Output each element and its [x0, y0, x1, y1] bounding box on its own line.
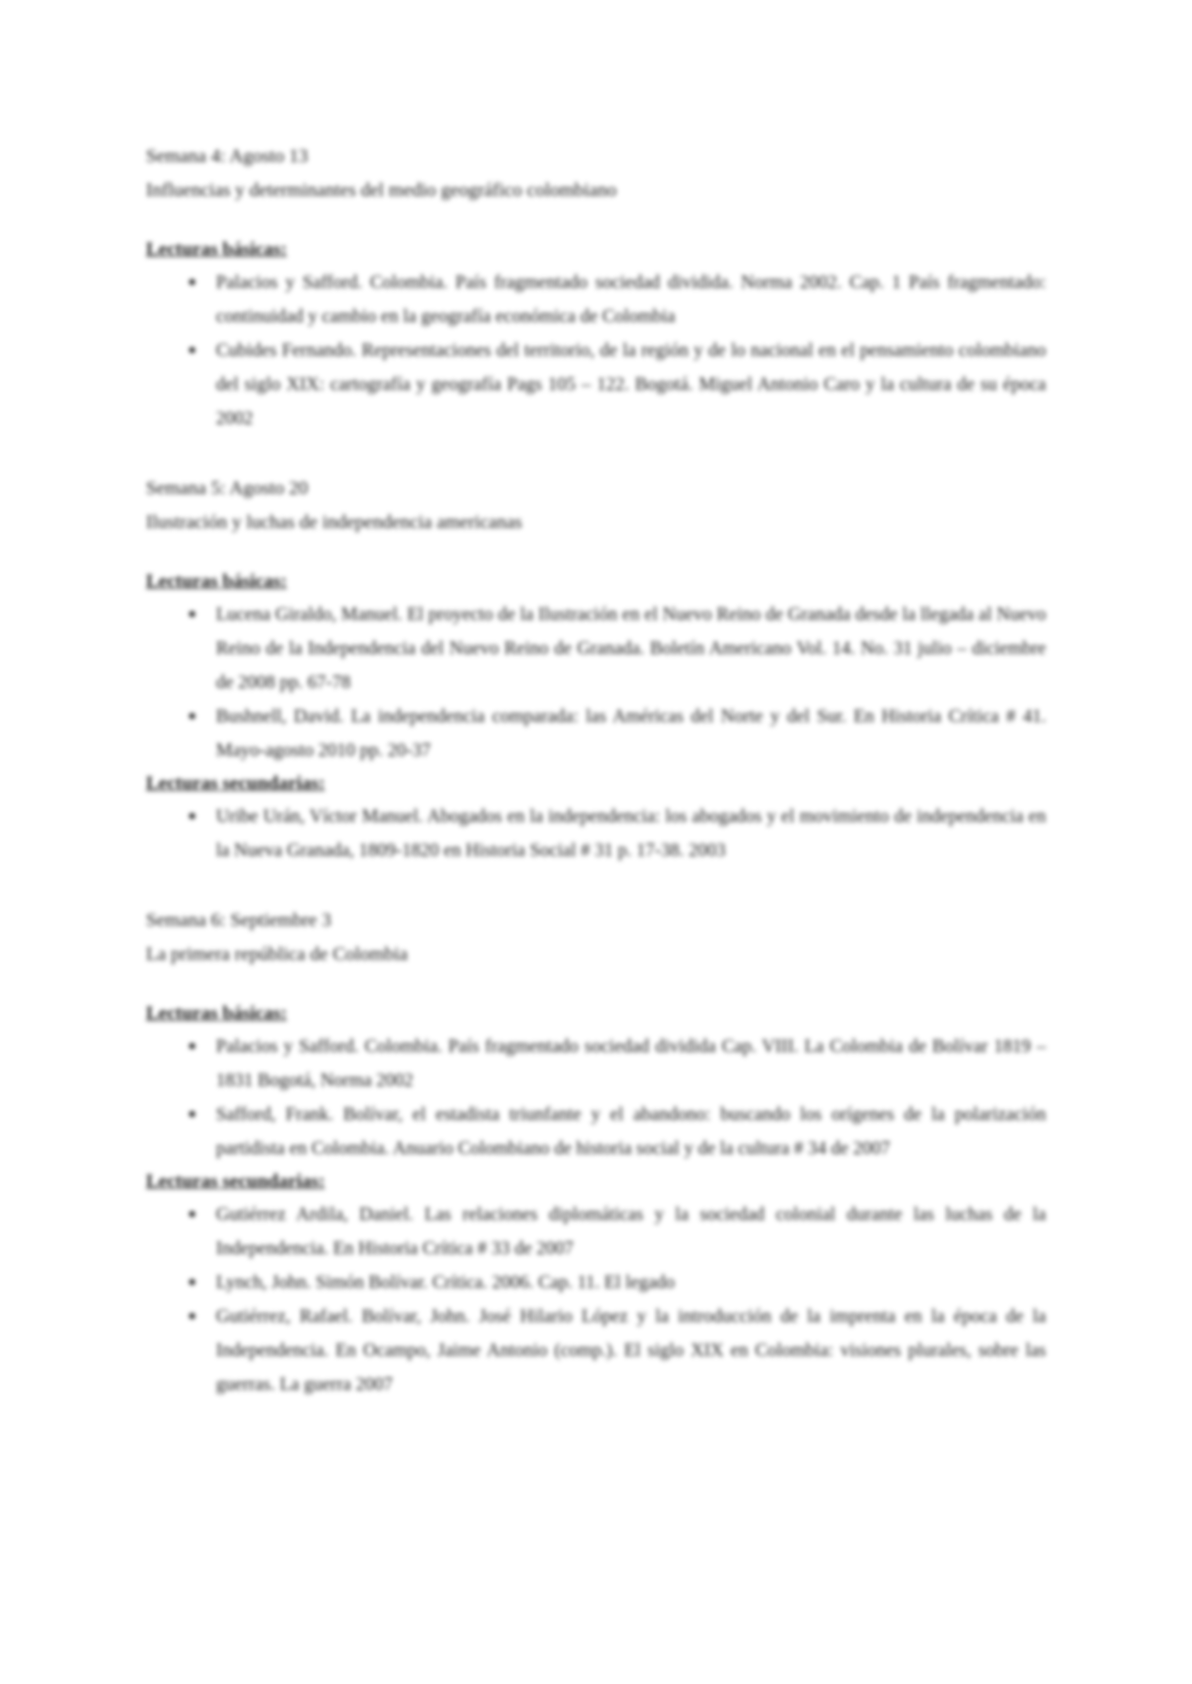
bullet-icon: ●	[188, 607, 197, 622]
reading-text: Lynch, John. Simón Bolívar. Crítica. 2006. Cap. 11. El legado	[216, 1273, 675, 1293]
reading-text: Lucena Giraldo, Manuel. El proyecto de la Ilustración en el Nuevo Reino de Granada desde la llegada al Nuevo Reino de la Independencia del Nuevo Reino de Granada. Boletín Americano Vol. 14. No. 31 julio – diciembre de 2008 pp. 67-78	[216, 605, 1046, 693]
list-item	[146, 1098, 1046, 1166]
week-title: Ilustración y luchas de independencia americanas	[146, 512, 523, 533]
reading-list	[146, 1030, 1046, 1166]
list-item	[146, 1198, 1046, 1266]
week-block	[146, 472, 1046, 868]
list-item	[146, 266, 1046, 334]
bullet-icon: ●	[188, 1207, 197, 1222]
section-heading: Lecturas básicas:	[146, 1003, 287, 1024]
list-item	[146, 800, 1046, 868]
syllabus-content	[146, 140, 1046, 1438]
week-title: La primera república de Colombia	[146, 944, 408, 965]
list-item	[146, 1300, 1046, 1402]
reading-list	[146, 1198, 1046, 1402]
reading-text: Safford, Frank. Bolívar, el estadista triunfante y el abandono: buscando los orígenes de la polarización partidista en Colombia. Anuario Colombiano de historia social y de la cultura # 34 de 2007	[216, 1105, 1046, 1159]
bullet-icon: ●	[188, 1107, 197, 1122]
reading-text: Uribe Urán, Víctor Manuel. Abogados en la independencia: los abogados y el movimiento de independencia en la Nueva Granada, 1809-1820 en Historia Social # 31 p. 17-38. 2003	[216, 807, 1046, 861]
bullet-icon: ●	[188, 1275, 197, 1290]
reading-text: Palacios y Safford. Colombia. País fragmentado sociedad dividida. Norma 2002. Cap. 1 País fragmentado: continuidad y cambio en la geografía económica de Colombia	[216, 273, 1046, 327]
reading-list	[146, 800, 1046, 868]
bullet-icon: ●	[188, 343, 197, 358]
section-heading: Lecturas secundarias:	[146, 773, 325, 794]
reading-text: Bushnell, David. La independencia comparada: las Américas del Norte y del Sur. En Historia Crítica # 41. Mayo-agosto 2010 pp. 20-37	[216, 707, 1046, 761]
bullet-icon: ●	[188, 709, 197, 724]
bullet-icon: ●	[188, 1039, 197, 1054]
reading-text: Gutiérrez Ardila, Daniel. Las relaciones diplomáticas y la sociedad colonial durante las luchas de la Independencia. En Historia Crítica # 33 de 2007	[216, 1205, 1046, 1259]
bullet-icon: ●	[188, 275, 197, 290]
list-item	[146, 1030, 1046, 1098]
section-heading: Lecturas secundarias:	[146, 1171, 325, 1192]
reading-text: Gutiérrez, Rafael. Bolívar, John. José Hilario López y la introducción de la imprenta en la época de la Independencia. En Ocampo, Jaime Antonio (comp.). El siglo XIX en Colombia: visiones plurales, sobre las guerras. La guerra 2007	[216, 1307, 1046, 1395]
week-label: Semana 4: Agosto 13	[146, 146, 309, 167]
list-item	[146, 1266, 1046, 1300]
week-block	[146, 140, 1046, 436]
bullet-icon: ●	[188, 1309, 197, 1324]
section-heading: Lecturas básicas:	[146, 239, 287, 260]
week-title: Influencias y determinantes del medio geográfico colombiano	[146, 180, 617, 201]
week-label: Semana 5: Agosto 20	[146, 478, 309, 499]
reading-list	[146, 266, 1046, 436]
list-item	[146, 334, 1046, 436]
reading-list	[146, 598, 1046, 768]
reading-text: Palacios y Safford. Colombia. País fragmentado sociedad dividida Cap. VIII. La Colombia de Bolívar 1819 – 1831 Bogotá, Norma 2002	[216, 1037, 1046, 1091]
section-heading: Lecturas básicas:	[146, 571, 287, 592]
list-item	[146, 700, 1046, 768]
week-label: Semana 6: Septiembre 3	[146, 910, 332, 931]
list-item	[146, 598, 1046, 700]
week-block	[146, 904, 1046, 1402]
bullet-icon: ●	[188, 809, 197, 824]
reading-text: Cubides Fernando. Representaciones del territorio, de la región y de lo nacional en el pensamiento colombiano del siglo XIX: cartografía y geografía Pags 105 – 122. Bogotá. Miguel Antonio Caro y la cultura de su época 2002	[216, 341, 1046, 429]
